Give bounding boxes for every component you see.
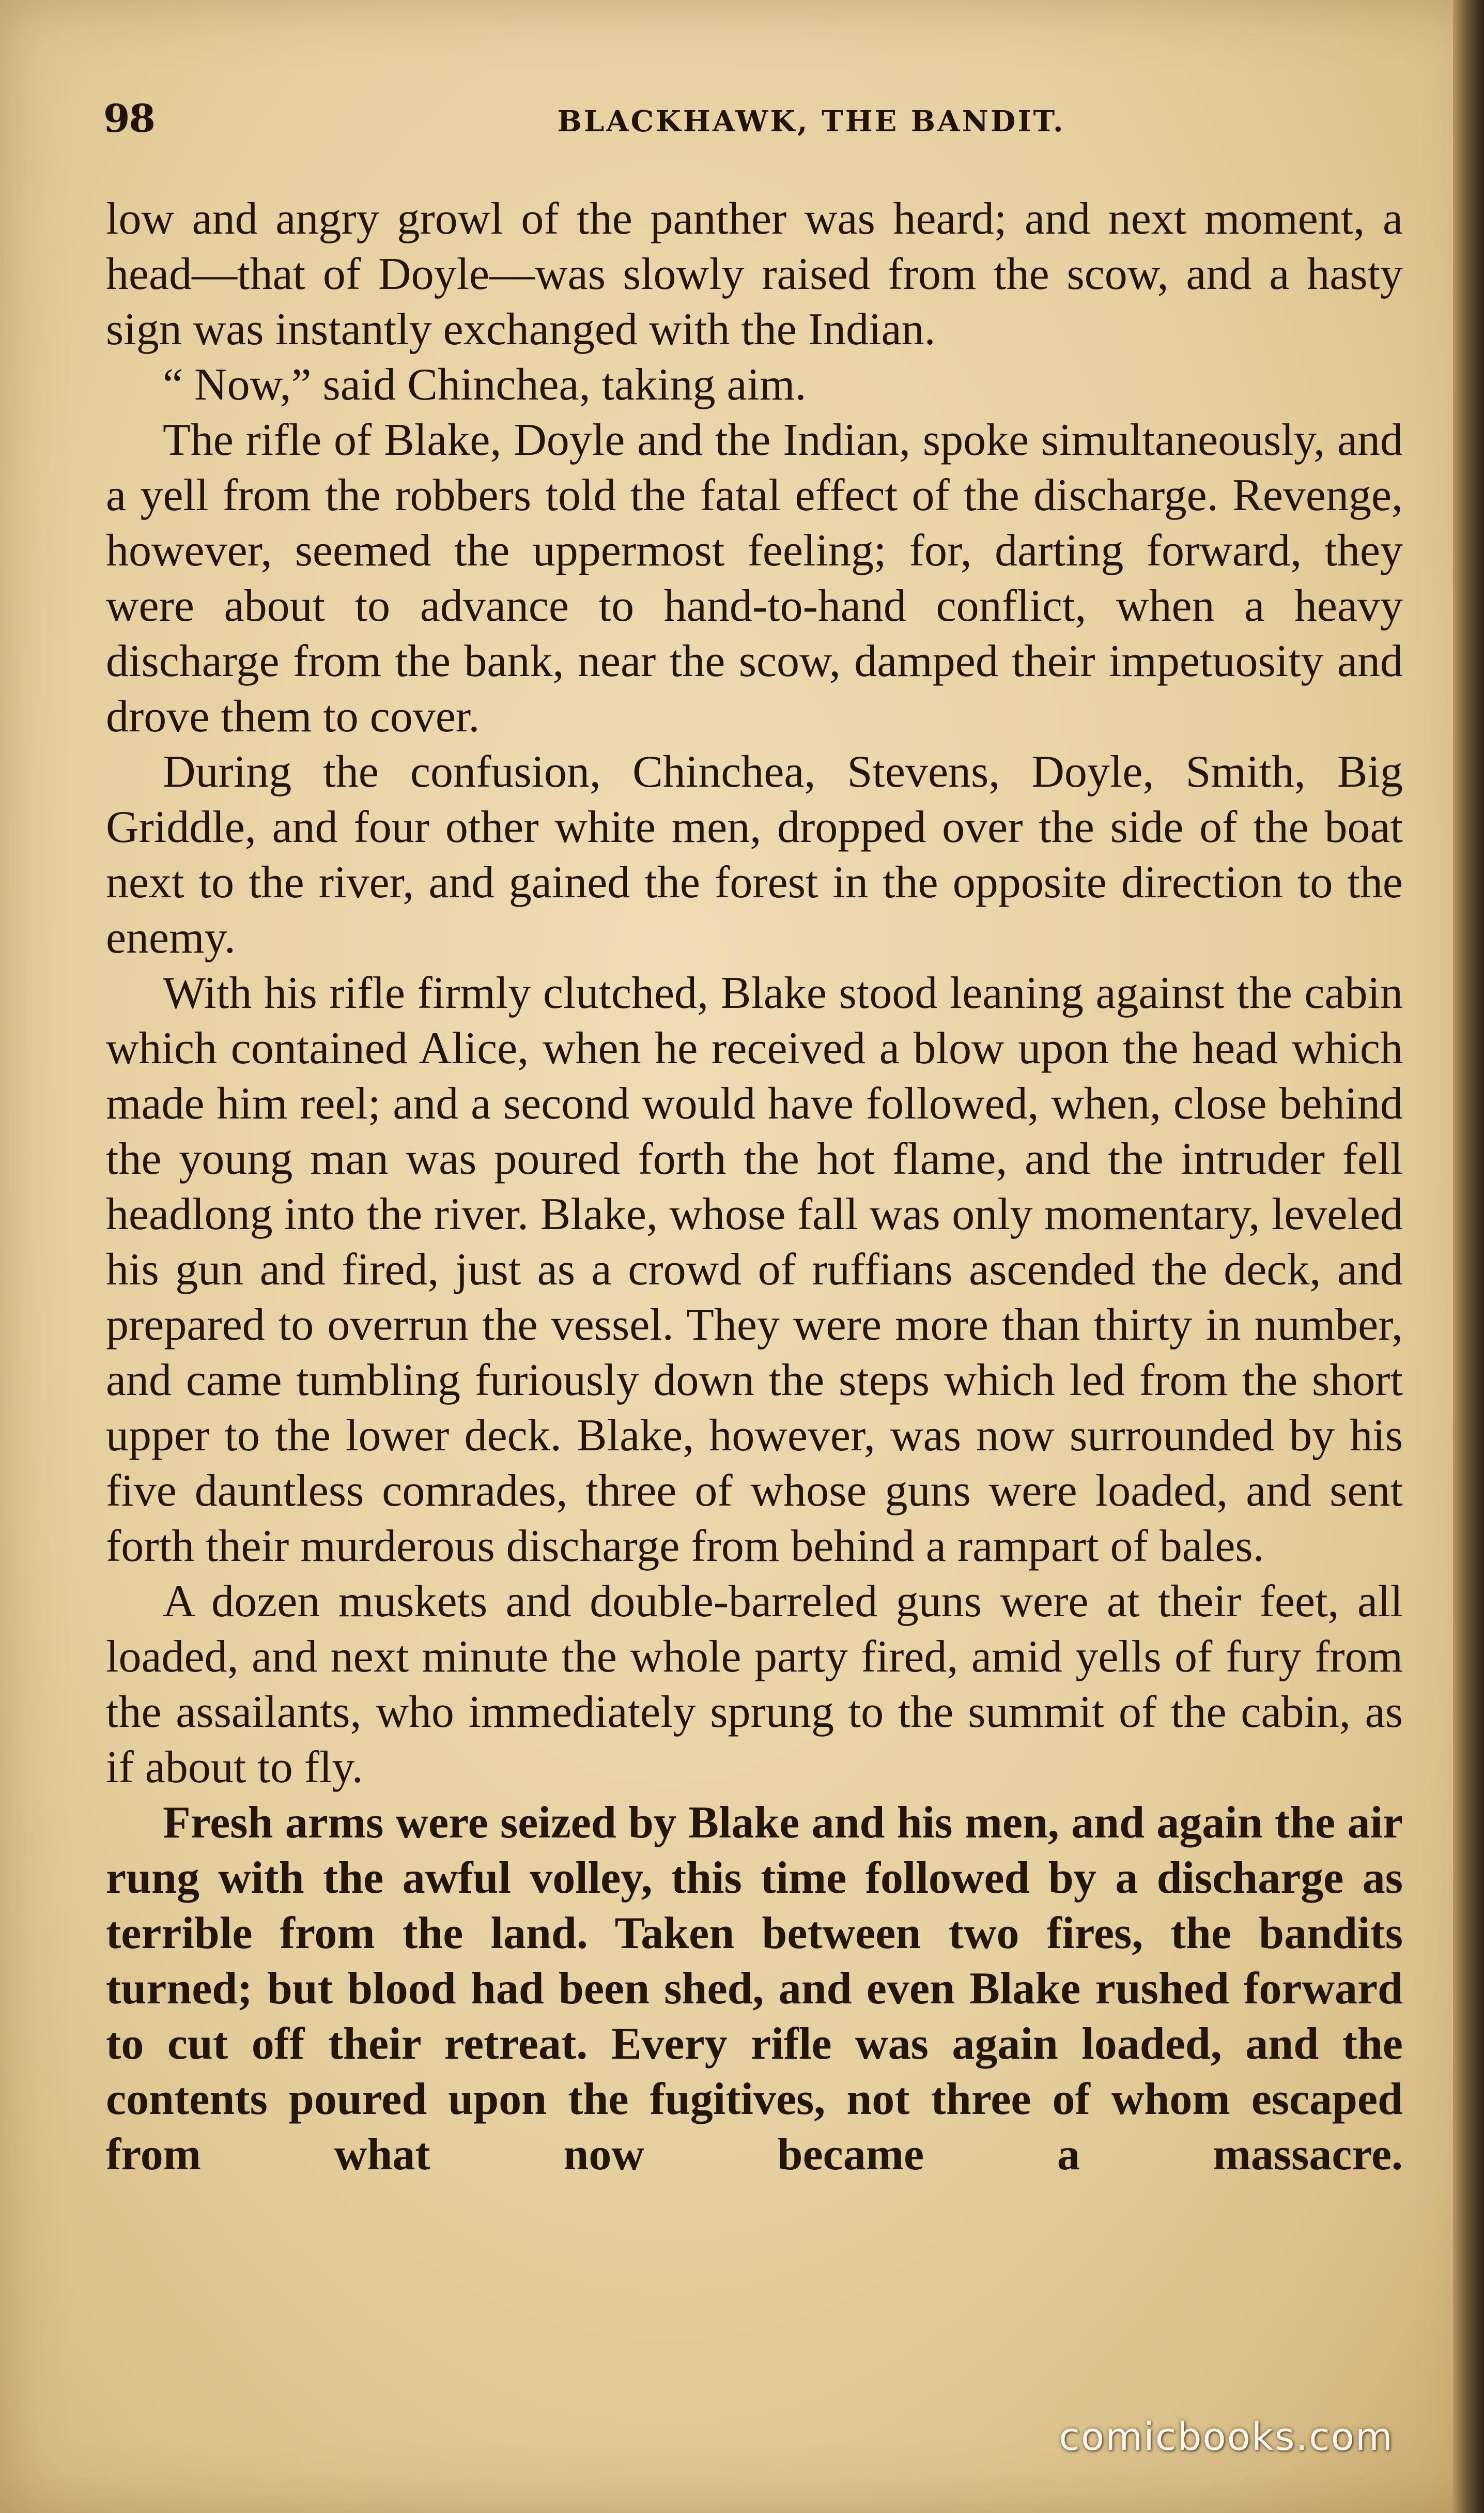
page-number: 98 [103,97,154,141]
paragraph-1: low and angry growl of the panther was heard; and next moment, a head—that of Doyle—was slowly raised from the scow, and a hasty sign was instantly exchanged with the Indian. [106,194,1403,355]
body-text [106,191,1403,2182]
paragraph-4: During the confusion, Chinchea, Stevens, Doyle, Smith, Big Griddle, and four other white men, dropped over the side of the boat next to the river, and gained the forest in the opposite direction to the enemy. [106,747,1403,963]
watermark: comicbooks.com [1059,2415,1394,2459]
paragraph-6: A dozen muskets and double-barreled guns were at their feet, all loaded, and next minute the whole party fired, amid yells of fury from the assailants, who immediately sprung to the summit of the cabin, as if about to fly. [106,1576,1403,1792]
paragraph-5: With his rifle firmly clutched, Blake stood leaning against the cabin which contained Alice, when he received a blow upon the head which made him reel; and a second would have followed, when, close behind the young man was poured forth the hot flame, and the intruder fell headlong into the river. Blake, whose fall was only momentary, leveled his gun and fired, just as a crowd of ruffians ascended the deck, and prepared to overrun the vessel. They were more than thirty in number, and came tumbling furiously down the steps which led from the short upper to the lower deck. Blake, however, was now surrounded by his five dauntless comrades, three of whose guns were loaded, and sent forth their murderous discharge from behind a rampart of bales. [106,968,1403,1571]
book-spine-shadow [1453,0,1484,2513]
paragraph-7: Fresh arms were seized by Blake and his men, and again the air rung with the awful volley, this time followed by a discharge as terrible from the land. Taken between two fires, the bandits turned; but blood had been shed, and even Blake rushed forward to cut off their retreat. Every rifle was again loaded, and the contents poured upon the fugitives, not three of whom escaped from what now became a massacre. [106,1798,1403,2180]
paragraph-3: The rifle of Blake, Doyle and the Indian, spoke simultaneously, and a yell from the robbers told the fatal effect of the discharge. Revenge, however, seemed the uppermost feeling; for, darting forward, they were about to advance to hand-to-hand conflict, when a heavy discharge from the bank, near the scow, damped their impetuosity and drove them to cover. [106,415,1403,742]
running-title: BLACKHAWK, THE BANDIT. [557,104,1065,139]
page-header [103,90,1405,147]
paragraph-2: “ Now,” said Chinchea, taking aim. [163,360,807,410]
